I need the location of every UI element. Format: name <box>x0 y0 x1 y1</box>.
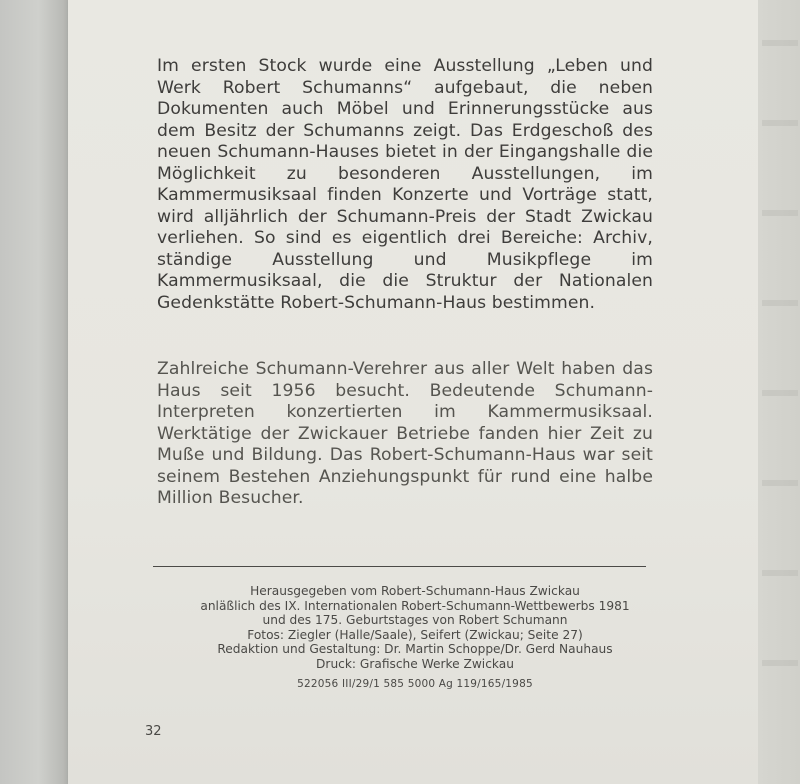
paragraph-text: Im ersten Stock wurde eine Ausstellung „Leben und Werk Robert Schumanns“ aufgebaut, die neben Dokumenten auch Möbel und Erinnerungsstücke aus dem Besitz der Schumanns zeigt. Das Erdgeschoß des neuen Schumann-Hauses bietet in der Eingangshalle die Möglichkeit zu besonderen Ausstellungen, im Kammermusiksaal finden Konzerte und Vorträge statt, wird alljährlich der Schumann-Preis der Stadt Zwickau verliehen. So sind es eigentlich drei Bereiche: Archiv, ständige Ausstellung und Musikpflege im Kammermusiksaal, die die Struktur der Nationalen Gedenkstätte Robert-Schumann-Haus bestimmen. <box>157 56 653 313</box>
colophon-printer: Druck: Grafische Werke Zwickau <box>316 656 514 671</box>
paragraph-text: Zahlreiche Schumann-Verehrer aus aller Welt haben das Haus seit 1956 besucht. Bedeutende Schumann-Interpreten konzertierten im Kammermusiksaal. Werktätige der Zwickauer Betriebe fanden hier Zeit zu Muße und Bildung. Das Robert-Schumann-Haus war seit seinem Bestehen Anziehungspunkt für rund eine halbe Million Besucher. <box>157 359 653 508</box>
colophon-publisher: Herausgegeben vom Robert-Schumann-Haus Zwickau <box>250 584 580 598</box>
book-binding <box>0 0 70 784</box>
show-through-mark <box>762 40 798 46</box>
section-divider <box>153 566 646 567</box>
show-through-mark <box>762 300 798 306</box>
show-through-mark <box>762 480 798 486</box>
colophon-print-code: 522056 III/29/1 585 5000 Ag 119/165/1985 <box>297 677 533 690</box>
show-through-mark <box>762 390 798 396</box>
colophon <box>150 584 680 691</box>
colophon-occasion: anläßlich des IX. Internationalen Robert-Schumann-Wettbewerbs 1981 <box>200 598 630 613</box>
colophon-birthday: und des 175. Geburtstages von Robert Schumann <box>262 613 568 628</box>
body-paragraph <box>157 56 653 314</box>
page-number: 32 <box>145 724 162 739</box>
show-through-mark <box>762 660 798 666</box>
colophon-photos: Fotos: Ziegler (Halle/Saale), Seifert (Zwickau; Seite 27) <box>247 627 583 642</box>
show-through-mark <box>762 570 798 576</box>
body-paragraph <box>157 359 653 510</box>
show-through-mark <box>762 120 798 126</box>
show-through-mark <box>762 210 798 216</box>
colophon-editors: Redaktion und Gestaltung: Dr. Martin Schoppe/Dr. Gerd Nauhaus <box>217 642 613 657</box>
